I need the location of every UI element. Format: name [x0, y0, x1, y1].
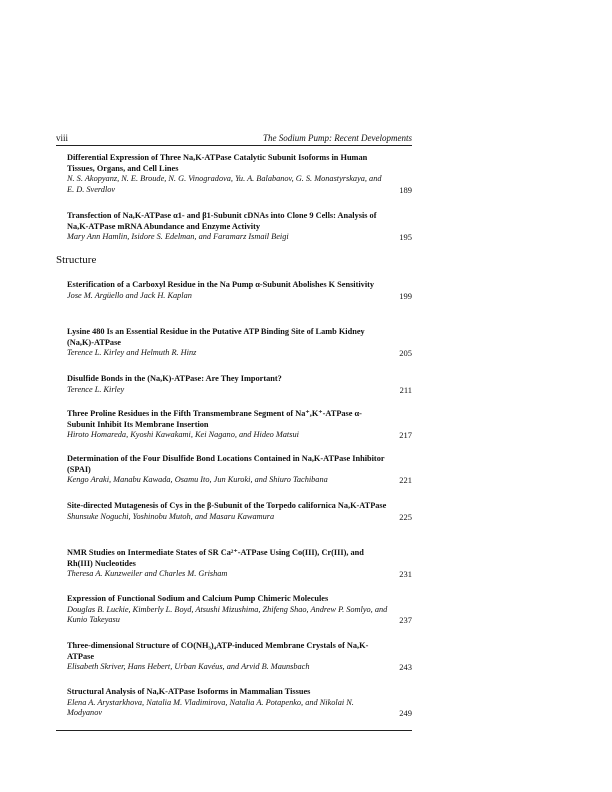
entry-authors: Terence L. Kirley — [67, 384, 125, 394]
entry-page-number: 211 — [399, 384, 412, 395]
entry-authors: Terence L. Kirley and Helmuth R. Hinz — [67, 348, 197, 358]
toc-entry — [67, 594, 412, 626]
running-header — [56, 133, 412, 145]
page-folio: viii — [56, 133, 69, 143]
entry-authors: Mary Ann Hamlin, Isidore S. Edelman, and Faramarz Ismail Beigi — [67, 232, 289, 242]
entry-authors: Kengo Araki, Manabu Kawada, Osamu Ito, Jun Kuroki, and Shiuro Tachibana — [67, 475, 328, 485]
entry-authors: Shunsuke Noguchi, Yoshinobu Mutoh, and Masaru Kawamura — [67, 511, 275, 521]
entry-title: Determination of the Four Disulfide Bond Locations Contained in Na,K-ATPase Inhibitor (SPAI) — [67, 454, 385, 474]
entry-page-number: 189 — [399, 184, 412, 195]
entry-title: Site-directed Mutagenesis of Cys in the β-Subunit of the Torpedo californica Na,K-ATPase — [67, 501, 387, 510]
entry-authors: Douglas B. Luckie, Kimberly L. Boyd, Atsushi Mizushima, Zhifeng Shao, Andrew P. Somlyo, and Kunio Takeyasu — [67, 604, 388, 625]
entry-title: Disulfide Bonds in the (Na,K)-ATPase: Are They Important? — [67, 374, 282, 383]
toc-entry — [67, 280, 412, 301]
entry-authors: Jose M. Argüello and Jack H. Kaplan — [67, 290, 192, 300]
entry-authors: Hiroto Homareda, Kyoshi Kawakami, Kei Nagano, and Hideo Matsui — [67, 430, 299, 440]
toc-entry — [67, 374, 412, 395]
entry-page-number: 195 — [399, 232, 412, 243]
entry-page-number: 225 — [399, 511, 412, 522]
toc-entry — [67, 153, 412, 195]
toc-entry — [67, 454, 412, 486]
entry-authors: Elisabeth Skriver, Hans Hebert, Urban Kavéus, and Arvid B. Maunsbach — [67, 662, 310, 672]
toc-entry — [67, 548, 412, 580]
header-rule — [56, 145, 412, 146]
entry-title: Expression of Functional Sodium and Calcium Pump Chimeric Molecules — [67, 594, 329, 603]
toc-entry — [67, 687, 412, 719]
entry-page-number: 237 — [399, 615, 412, 626]
toc-entry — [67, 409, 412, 441]
entry-page-number: 217 — [399, 430, 412, 441]
entry-page-number: 221 — [399, 475, 412, 486]
entry-title: Three Proline Residues in the Fifth Transmembrane Segment of Na⁺,K⁺-ATPase α-Subunit Inhibit Its Membrane Insertion — [67, 409, 362, 429]
section-heading: Structure — [56, 254, 97, 266]
entry-title: Differential Expression of Three Na,K-ATPase Catalytic Subunit Isoforms in Human Tissues, Organs, and Cell Lines — [67, 153, 368, 173]
book-title: The Sodium Pump: Recent Developments — [263, 133, 412, 143]
toc-entry — [67, 327, 412, 359]
toc-entry — [67, 641, 412, 673]
entry-page-number: 199 — [399, 290, 412, 301]
entry-title: Three-dimensional Structure of CO(NH₃)₄ATP-induced Membrane Crystals of Na,K-ATPase — [67, 641, 369, 661]
entry-page-number: 249 — [399, 708, 412, 719]
footer-rule — [56, 730, 412, 731]
entry-authors: Theresa A. Kunzweiler and Charles M. Grisham — [67, 569, 228, 579]
entry-title: Transfection of Na,K-ATPase α1- and β1-Subunit cDNAs into Clone 9 Cells: Analysis of Na,K-ATPase mRNA Abundance and Enzyme Activity — [67, 211, 377, 231]
entry-page-number: 231 — [399, 569, 412, 580]
toc-entry — [67, 211, 412, 243]
entry-page-number: 205 — [399, 348, 412, 359]
entry-authors: Elena A. Arystarkhova, Natalia M. Vladimirova, Natalia A. Potapenko, and Nikolai N. Modyanov — [67, 697, 354, 718]
entry-title: Structural Analysis of Na,K-ATPase Isoforms in Mammalian Tissues — [67, 687, 311, 696]
entry-title: Esterification of a Carboxyl Residue in the Na Pump α-Subunit Abolishes K Sensitivity — [67, 280, 375, 289]
entry-authors: N. S. Akopyanz, N. E. Broude, N. G. Vinogradova, Yu. A. Balabanov, G. S. Monastyrskaya, and E. D. Sverdlov — [67, 174, 382, 194]
entry-page-number: 243 — [399, 662, 412, 673]
toc-entry — [67, 501, 412, 522]
entry-title: NMR Studies on Intermediate States of SR Ca²⁺-ATPase Using Co(III), Cr(III), and Rh(III) Nucleotides — [67, 548, 364, 568]
entry-title: Lysine 480 Is an Essential Residue in the Putative ATP Binding Site of Lamb Kidney (Na,K)-ATPase — [67, 327, 365, 347]
